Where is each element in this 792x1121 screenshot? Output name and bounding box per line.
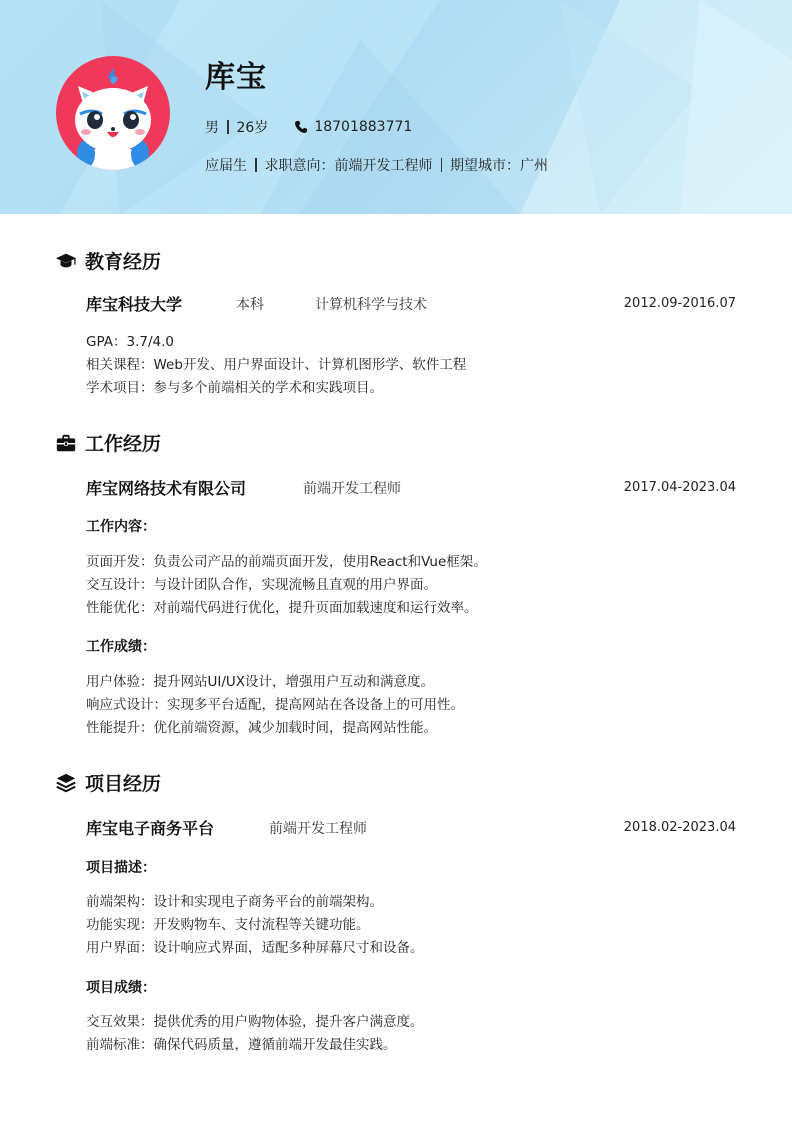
list-item: 学术项目：参与多个前端相关的学术和实践项目。 — [86, 380, 383, 396]
section-title-text: 项目经历 — [85, 773, 162, 795]
work-achievement-title: 工作成绩： — [86, 639, 156, 655]
list-item: 交互效果：提供优秀的用户购物体验，提升客户满意度。 — [86, 1014, 424, 1030]
candidate-name: 库宝 — [205, 60, 267, 95]
list-item: 性能优化：对前端代码进行优化，提升页面加载速度和运行效率。 — [86, 600, 478, 616]
phone-icon — [294, 120, 308, 134]
work-date: 2017.04-2023.04 — [623, 480, 736, 495]
divider — [255, 158, 257, 172]
list-item: 功能实现：开发购物车、支付流程等关键功能。 — [86, 917, 370, 933]
project-section-title — [55, 769, 161, 796]
list-item: 性能提升：优化前端资源，减少加载时间，提高网站性能。 — [86, 720, 437, 736]
school-name: 库宝科技大学 — [86, 295, 183, 314]
section-title-text: 工作经历 — [85, 433, 162, 455]
list-item: 前端标准：确保代码质量，遵循前端开发最佳实践。 — [86, 1037, 397, 1053]
project-desc-list — [86, 891, 424, 960]
age: 26岁 — [236, 120, 269, 136]
divider — [227, 120, 229, 134]
divider — [441, 158, 443, 172]
major: 计算机科学与技术 — [315, 296, 427, 313]
work-achievement-list — [86, 671, 464, 740]
project-role: 前端开发工程师 — [269, 820, 367, 837]
job-role: 前端开发工程师 — [303, 480, 401, 497]
work-content-list — [86, 551, 487, 620]
project-name: 库宝电子商务平台 — [86, 819, 215, 838]
graduation-cap-icon — [55, 250, 77, 272]
list-item: 用户界面：设计响应式界面，适配多种屏幕尺寸和设备。 — [86, 940, 424, 956]
degree: 本科 — [236, 296, 264, 313]
list-item: 相关课程：Web开发、用户界面设计、计算机图形学、软件工程 — [86, 357, 467, 373]
status: 应届生 — [205, 158, 247, 174]
header-banner — [0, 0, 792, 214]
company-name: 库宝网络技术有限公司 — [86, 479, 247, 498]
list-item: 前端架构：设计和实现电子商务平台的前端架构。 — [86, 894, 383, 910]
phone-number: 18701883771 — [314, 119, 413, 135]
project-date: 2018.02-2023.04 — [623, 820, 736, 835]
project-achievement-list — [86, 1011, 424, 1057]
cat-mascot-icon — [56, 56, 170, 170]
job-intent: 求职意向：前端开发工程师 — [264, 158, 433, 174]
phone-contact[interactable] — [294, 119, 412, 135]
education-header — [86, 292, 736, 315]
project-header — [86, 816, 736, 839]
project-desc-title: 项目描述： — [86, 860, 156, 876]
list-item: 页面开发：负责公司产品的前端页面开发，使用React和Vue框架。 — [86, 554, 487, 570]
education-date: 2012.09-2016.07 — [623, 296, 736, 311]
basic-info-row — [205, 117, 412, 137]
list-item: 用户体验：提升网站UI/UX设计，增强用户互动和满意度。 — [86, 674, 435, 690]
expected-city: 期望城市：广州 — [450, 158, 548, 174]
avatar — [56, 56, 170, 170]
work-header — [86, 476, 736, 499]
gender: 男 — [205, 120, 219, 136]
education-details — [86, 331, 466, 400]
list-item: 交互设计：与设计团队合作，实现流畅且直观的用户界面。 — [86, 577, 437, 593]
work-content-title: 工作内容： — [86, 519, 156, 535]
job-intent-row — [205, 155, 548, 175]
work-section-title — [55, 429, 161, 456]
layers-icon — [55, 772, 77, 794]
list-item: 响应式设计：实现多平台适配，提高网站在各设备上的可用性。 — [86, 697, 464, 713]
section-title-text: 教育经历 — [85, 251, 162, 273]
education-section-title — [55, 247, 161, 274]
project-achievement-title: 项目成绩： — [86, 980, 156, 996]
list-item: GPA：3.7/4.0 — [86, 334, 174, 350]
briefcase-icon — [55, 432, 77, 454]
